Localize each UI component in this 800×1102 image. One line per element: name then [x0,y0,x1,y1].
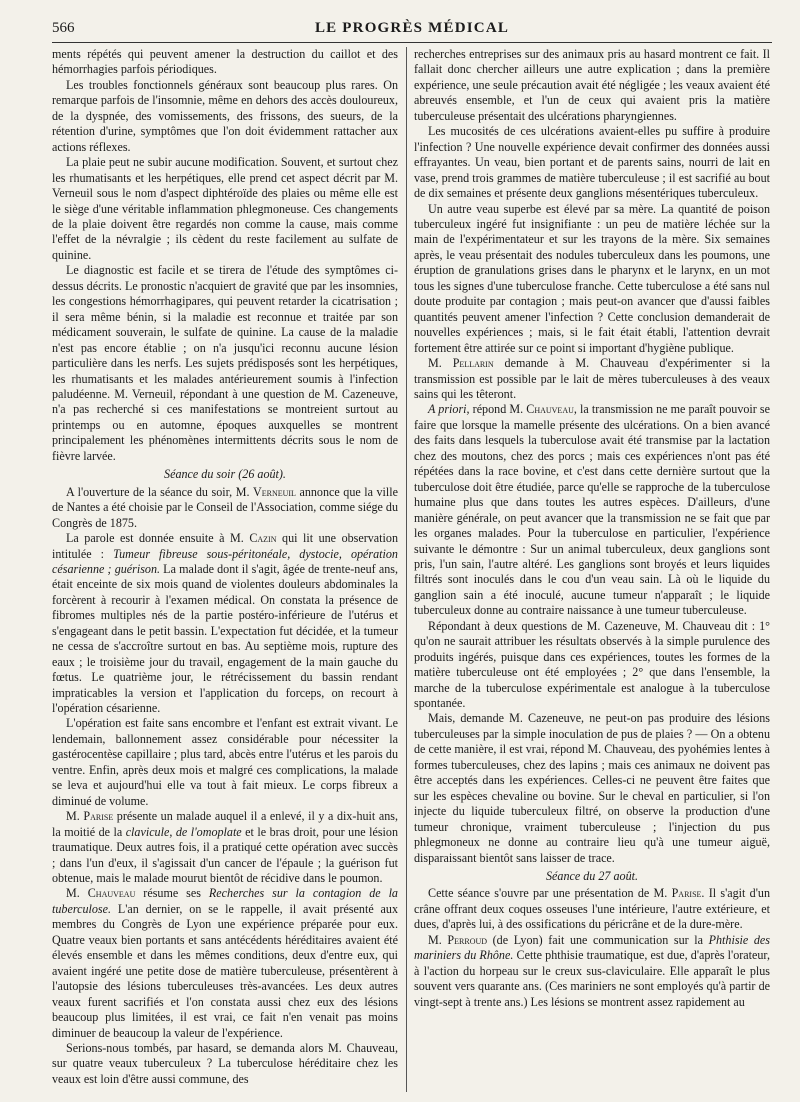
column-divider [406,47,407,1092]
paragraph: La parole est donnée ensuite à M. Cazin qui lit une observation intitulée : Tumeur fibreuse sous-péritonéale, dystocie, opération césarienne ; guérison. La malade dont il s'agit, âgée de trente-neuf ans, était enceinte de six mois quand de violentes douleurs abdominales la forcèrent à recourir à l'examen médical. On constata la présence de fibromes multiples nés de la partie postéro-inférieure de l'utérus et s'engageant dans le petit bassin. L'expectation fut décidée, et la tumeur ne cessa de s'accroître surtout en bas. Au septième mois, rupture des eaux ; le troisième jour du travail, engagement de la main gauche du fœtus. Le quatrième jour, le rétrécissement du bassin rendant impraticables la version et l'application du forceps, on recourt à l'opération césarienne. [52,531,398,716]
observation-title: Tumeur fibreuse sous-péritonéale, dystocie, opération césarienne ; guérison. [52,546,398,576]
paragraph: ments répétés qui peuvent amener la destruction du caillot et des hémorrhagies parfois périodiques. [52,47,398,77]
paragraph: Un autre veau superbe est élevé par sa mère. La quantité de poison tuberculeux ingéré fut insignifiante : un peu de matière léchée sur la main de l'expérimentateur et sur les trayons de la mère. Six semaines après, le veau présentait des nodules tuberculeux dans les poumons, une éruption de granulations grises dans le pharynx et le larynx, en un mot tous les signes d'une tuberculose franche. Cette tuberculose a été sans nul doute produite par contagion ; mais peut-on avancer que d'aussi faibles quantités peuvent amener l'infection ? Cette conclusion demanderait de nouvelles expériences ; mais, si le fait était établi, l'attention devrait fortement être attirée sur ce point si important d'hygiène publique. [414,201,770,355]
paragraph: Cette séance s'ouvre par une présentation de M. Parise. Il s'agit d'un crâne offrant deux coques osseuses l'une intérieure, l'autre extérieure, et dues, d'après lui, à des ossifications du péricrâne et de la dure-mère. [414,886,770,932]
right-column [414,47,770,1097]
paragraph: L'opération est faite sans encombre et l'enfant est extrait vivant. Le lendemain, ballonnement assez considérable pour nécessiter la gastérocentèse capillaire ; plus tard, abcès entre l'utérus et les parois du ventre. Enfin, après deux mois et malgré ces complications, la malade se leva et aujourd'hui elle va tout à fait mieux. Le corps fibreux a diminué de volume. [52,716,398,808]
journal-title: LE PROGRÈS MÉDICAL [314,20,510,36]
paragraph: Serions-nous tombés, par hasard, se demanda alors M. Chauveau, sur quatre veaux tuberculeux ? La tuberculose héréditaire chez les veaux est loin d'être aussi commune, des [52,1041,398,1086]
paragraph: M. Perroud (de Lyon) fait une communication sur la Phthisie des mariniers du Rhône. Cette phthisie traumatique, est due, d'après l'orateur, à l'action du horpeau sur le creux sus-claviculaire. Elle apparaît le plus souvent vers quarante ans. (Ces mariniers ne sont employés qu'à partir de vingt-sept à trente ans.) Les lésions se montrent assez rapidement au [414,932,770,1009]
section-heading: Séance du 27 août. [545,869,639,884]
paragraph: M. Chauveau résume ses Recherches sur la contagion de la tuberculose. L'an dernier, on se le rappelle, il avait présenté aux membres du Congrès de Lyon une expérience préparée pour eux. Quatre veaux bien portants et sans antécédents héréditaires avaient été élevés ensemble et dans les mêmes conditions, deux d'entre eux, qui avaient ingéré une petite dose de matière tuberculeuse, présentèrent à l'autopsie des lésions tuberculeuses très-avancées. Les deux autres veaux furent sacrifiés et l'on constata aussi chez eux des lésions beaucoup plus limitées, il est vrai, ce fait n'en venait pas moins diminuer de beaucoup la valeur de l'expérience. [52,886,398,1040]
paragraph: Répondant à deux questions de M. Cazeneuve, M. Chauveau dit : 1° qu'on ne saurait attribuer les résultats observés à la simple purulence des produits ingérés, puisque dans ces expériences, toutes les formes de la matière tuberculeuse ont été employées ; 2° que dans l'ensemble, la marche de la tuberculose expérimentale est analogue à la tuberculose spontanée. [414,618,770,711]
research-title: Recherches sur la contagion de la tuberculose. [52,886,398,916]
paragraph: recherches entreprises sur des animaux pris au hasard montrent ce fait. Il fallait donc chercher ailleurs une autre explication ; dans la première expérience, une seule précaution avait été négligée ; les veaux avaient été abreuvés ensemble, et l'un de ceux qui avaient pris la matière tuberculeuse présentait des ulcérations pharyngiennes. [414,47,770,123]
page-number: 566 [52,20,75,36]
paragraph: Les mucosités de ces ulcérations avaient-elles pu suffire à produire l'infection ? Une nouvelle expérience devait confirmer des données aussi effrayantes. Un veau, bien portant et de parents sains, nourri de lait en vase, prend trois grammes de matière tuberculeuse ; il est sacrifié au bout de dix semaines et présente deux ganglions mésentériques tuberculeux. [414,124,770,201]
communication-title: Phthisie des mariniers du Rhône. [414,932,770,963]
paragraph: M. Pellarin demande à M. Chauveau d'expérimenter si la transmission est possible par le lait de mères tuberculeuses à des veaux sains qui les têteront. [414,356,770,401]
paragraph: A l'ouverture de la séance du soir, M. Verneuil annonce que la ville de Nantes a été choisie par le Conseil de l'Association, comme siége du Congrès de 1875. [52,484,398,530]
paragraph: La plaie peut ne subir aucune modification. Souvent, et surtout chez les rhumatisants et les herpétiques, elle prend cet aspect décrit par M. Verneuil sous le nom d'aspect diphtéroïde des plaies ou même elle est le siège d'une véritable inflammation phlegmoneuse. Ces changements de la plaie doivent être regardés non comme la cause, mais comme l'effet de la névralgie ; ils cèdent du reste facilement au sulfate de quinine. [52,155,398,262]
paragraph: Les troubles fonctionnels généraux sont beaucoup plus rares. On remarque parfois de l'insomnie, même en dehors des accès douloureux, de la dyspnée, des vomissements, des frissons, des sueurs, de la rétention d'urine, symptômes que l'on doit évidemment rattacher aux actions réflexes. [52,77,398,154]
paragraph: A priori, répond M. Chauveau, la transmission ne me paraît pouvoir se faire que lorsque la mamelle présente des ulcérations. On a bien avancé des faits dans lesquels la tuberculose avait été transmise par la lactation chez des moutons, chez des porcs ; mais ces expériences n'ont pas été répétées dans la race bovine, et c'est dans cette dernière surtout que la tuberculose doit être étudiée, parce qu'elle se rapproche de la tuberculose humaine plus que dans toutes les autres espèces. D'ailleurs, d'une manière générale, on peut avancer que la transmission ne se fait que par les organes malades. Pour la tuberculose en particulier, l'expérience suivante le démontre : Sur un animal tuberculeux, deux ganglions sont pris, l'un sain, l'autre altéré. Les ganglions sont broyés et leurs liquides filtrés sont inoculés dans le cou d'un veau sain. Là où le liquide du ganglion sain a été inoculé, aucune tumeur n'apparaît ; le liquide tuberculeux donne au contraire naissance à une tumeur tuberculeuse. [414,402,770,618]
header-rule [52,42,772,43]
paragraph: Mais, demande M. Cazeneuve, ne peut-on pas produire des lésions tuberculeuses par la simple inoculation de pus de plaies ? — On a obtenu de cette manière, il est vrai, répond M. Chauveau, des pyohémies lentes à formes tuberculeuses, chez des lapins ; mais ces animaux ne doivent pas être acceptés dans les expériences. Celles-ci ne peuvent être faites que sur les espèces chevaline ou bovine. Sur le cheval en particulier, si l'on injecte du liquide tuberculeux filtré, on observe la production d'une tumeur chronique, vraiment tuberculeuse ; l'injection du pus phlegmoneux ne donne au contraire lieu qu'à une tumeur aiguë, disparaissant bientôt sans laisser de trace. [414,711,770,865]
section-heading: Séance du soir (26 août). [164,467,286,482]
left-column [52,47,398,1097]
page-header [52,20,772,40]
paragraph: M. Parise présente un malade auquel il a enlevé, il y a dix-huit ans, la moitié de la clavicule, de l'omoplate et le bras droit, pour une lésion traumatique. Deux autres fois, il a pratiqué cette opération avec succès ; dans l'un d'eux, il s'agissait d'un cancer de l'épaule ; la guérison fut obtenue, mais le malade mourut bientôt de récidive dans le poumon. [52,809,398,886]
paragraph: Le diagnostic est facile et se tirera de l'étude des symptômes ci-dessus décrits. Le pronostic n'acquiert de gravité que par les insomnies, les congestions hémorrhagipares, qui peuvent retarder la cicatrisation ; il sera même bénin, si la maladie est reconnue et traitée par son médicament souverain, le sulfate de quinine. La cause de la maladie n'est pas encore établie ; on n'a jusqu'ici reconnu aucune lésion particulière dans les nerfs. Les sujets prédisposés sont les herpétiques, les rhumatisants et les malades antérieurement soumis à l'infection paludéenne. M. Verneuil, répondant à une question de M. Cazeneuve, n'a pas recherché si ces manifestations se montreient surtout au printemps ou en automne, époques auxquelles se montrent principalement les phénomènes intermittents décrits sous le nom de fièvre larvée. [52,263,398,463]
